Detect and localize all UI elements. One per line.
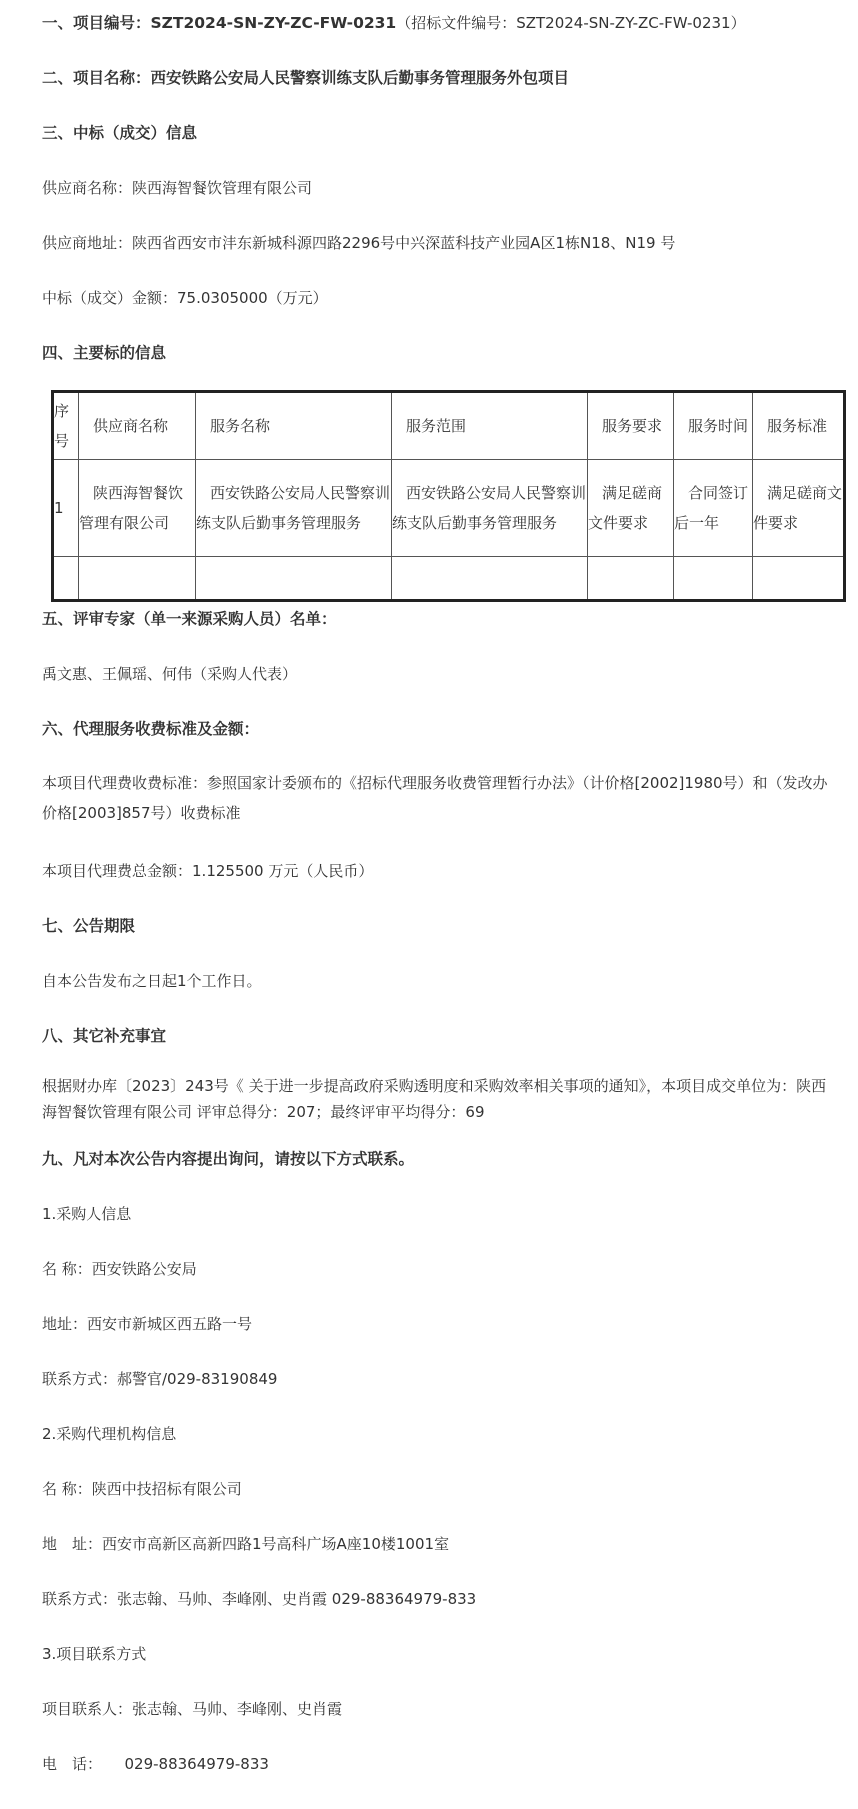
project-name-line bbox=[42, 67, 569, 89]
purchaser-name: 名 称：西安铁路公安局 bbox=[42, 1260, 197, 1278]
purchaser-contact: 联系方式：郝警官/029-83190849 bbox=[42, 1370, 278, 1388]
table-empty-row bbox=[53, 557, 845, 601]
cell-service-scope: 西安铁路公安局人民警察训练支队后勤事务管理服务 bbox=[392, 460, 588, 557]
agency-contact: 联系方式：张志翰、马帅、李峰刚、史肖霞 029-88364979-833 bbox=[42, 1590, 477, 1608]
table-row bbox=[53, 460, 845, 557]
agency-name: 名 称：陕西中技招标有限公司 bbox=[42, 1480, 242, 1498]
subject-table bbox=[51, 390, 846, 602]
project-number-line bbox=[42, 12, 746, 34]
cell-service-standard: 满足磋商文件要求 bbox=[753, 460, 845, 557]
empty-cell bbox=[588, 557, 674, 601]
experts-list: 禹文惠、王佩瑶、何伟（采购人代表） bbox=[42, 665, 298, 683]
header-cell-service-scope: 服务范围 bbox=[392, 392, 588, 460]
supplementary-text: 根据财办库〔2023〕243号《 关于进一步提高政府采购透明度和采购效率相关事项的通知》，本项目成交单位为：陕西海智餐饮管理有限公司 评审总得分：207；最终评审平均得分：69 bbox=[42, 1077, 827, 1121]
cell-service-time: 合同签订后一年 bbox=[674, 460, 753, 557]
table-header-row bbox=[53, 392, 845, 460]
project-number-label: 一、项目编号： bbox=[42, 14, 151, 32]
header-cell-service-requirement: 服务要求 bbox=[588, 392, 674, 460]
project-name-value: 西安铁路公安局人民警察训练支队后勤事务管理服务外包项目 bbox=[150, 69, 570, 87]
project-contact-person: 项目联系人：张志翰、马帅、李峰刚、史肖霞 bbox=[42, 1700, 343, 1718]
agency-fee-heading: 六、代理服务收费标准及金额： bbox=[42, 720, 260, 738]
agency-info-title: 2.采购代理机构信息 bbox=[42, 1425, 177, 1443]
agency-fee-standard: 本项目代理费收费标准：参照国家计委颁布的《招标代理服务收费管理暂行办法》（计价格[2002]1980号）和（发改办价格[2003]857号）收费标准 bbox=[42, 774, 828, 822]
supplier-address: 供应商地址：陕西省西安市沣东新城科源四路2296号中兴深蓝科技产业园A区1栋N18、N19 号 bbox=[42, 234, 676, 252]
supplier-name: 供应商名称：陕西海智餐饮管理有限公司 bbox=[42, 179, 313, 197]
purchaser-address: 地址：西安市新城区西五路一号 bbox=[42, 1315, 253, 1333]
header-cell-supplier: 供应商名称 bbox=[79, 392, 196, 460]
header-cell-service-standard: 服务标准 bbox=[753, 392, 845, 460]
notice-period-text: 自本公告发布之日起1个工作日。 bbox=[42, 972, 262, 990]
cell-service-requirement: 满足磋商文件要求 bbox=[588, 460, 674, 557]
project-phone: 电 话： 029-88364979-833 bbox=[42, 1755, 269, 1773]
project-contact-title: 3.项目联系方式 bbox=[42, 1645, 147, 1663]
subject-info-heading: 四、主要标的信息 bbox=[42, 344, 167, 362]
cell-index: 1 bbox=[53, 460, 79, 557]
empty-cell bbox=[392, 557, 588, 601]
contact-heading: 九、凡对本次公告内容提出询问，请按以下方式联系。 bbox=[42, 1150, 415, 1168]
project-number-code: SZT2024-SN-ZY-ZC-FW-0231 bbox=[150, 14, 397, 32]
cell-service-name: 西安铁路公安局人民警察训练支队后勤事务管理服务 bbox=[196, 460, 392, 557]
award-amount: 中标（成交）金额：75.0305000（万元） bbox=[42, 289, 328, 307]
empty-cell bbox=[674, 557, 753, 601]
purchaser-info-title: 1.采购人信息 bbox=[42, 1205, 132, 1223]
header-cell-index: 序号 bbox=[53, 392, 79, 460]
header-cell-service-time: 服务时间 bbox=[674, 392, 753, 460]
supplementary-heading: 八、其它补充事宜 bbox=[42, 1027, 167, 1045]
empty-cell bbox=[53, 557, 79, 601]
award-info-heading: 三、中标（成交）信息 bbox=[42, 124, 198, 142]
tender-doc-number: （招标文件编号：SZT2024-SN-ZY-ZC-FW-0231） bbox=[396, 14, 746, 32]
cell-supplier: 陕西海智餐饮管理有限公司 bbox=[79, 460, 196, 557]
project-name-label: 二、项目名称： bbox=[42, 69, 151, 87]
header-cell-service-name: 服务名称 bbox=[196, 392, 392, 460]
notice-period-heading: 七、公告期限 bbox=[42, 917, 136, 935]
experts-heading: 五、评审专家（单一来源采购人员）名单： bbox=[42, 610, 337, 628]
agency-address: 地 址：西安市高新区高新四路1号高科广场A座10楼1001室 bbox=[42, 1535, 450, 1553]
empty-cell bbox=[753, 557, 845, 601]
empty-cell bbox=[196, 557, 392, 601]
agency-fee-total: 本项目代理费总金额：1.125500 万元（人民币） bbox=[42, 862, 374, 880]
empty-cell bbox=[79, 557, 196, 601]
